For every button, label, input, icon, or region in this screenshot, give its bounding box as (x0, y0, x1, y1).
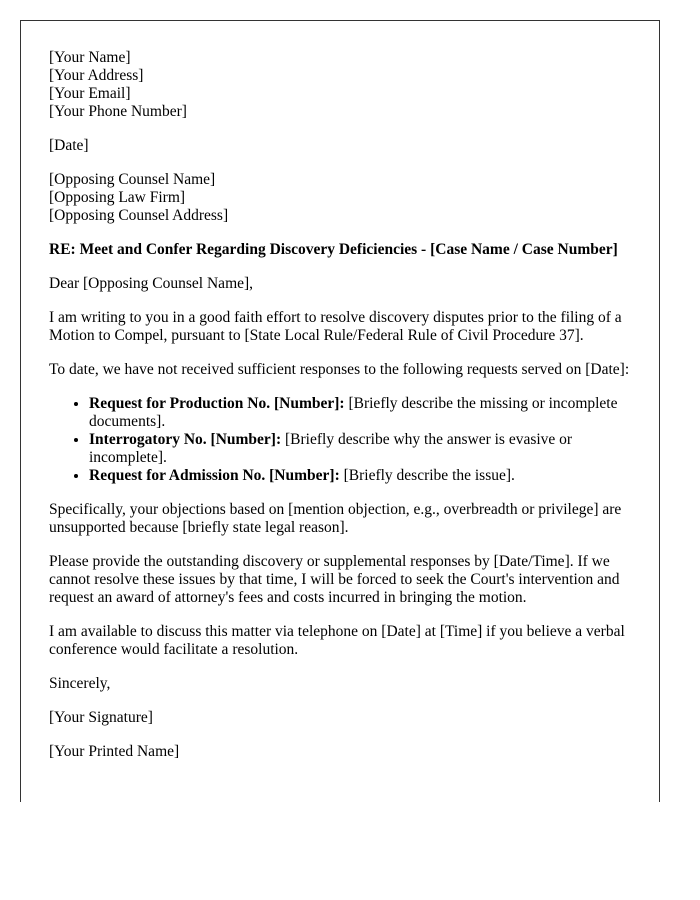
subject-line: RE: Meet and Confer Regarding Discovery Deficiencies - [Case Name / Case Number] (49, 241, 618, 258)
list-item (89, 467, 634, 485)
printed-name-line: [Your Printed Name] (49, 743, 180, 760)
request-label: Interrogatory No. [Number]: (89, 431, 282, 448)
intro-paragraph: I am writing to you in a good faith effort to resolve discovery disputes prior to the filing of a Motion to Compel, pursuant to [State Local Rule/Federal Rule of Civil Procedure 37]. (49, 309, 622, 344)
recipient-name: [Opposing Counsel Name] (49, 171, 216, 188)
sender-block (49, 49, 634, 121)
letter-date: [Date] (49, 137, 89, 154)
list-item (89, 395, 634, 431)
sender-phone: [Your Phone Number] (49, 103, 187, 120)
sender-name: [Your Name] (49, 49, 131, 66)
sender-address: [Your Address] (49, 67, 144, 84)
salutation: Dear [Opposing Counsel Name], (49, 275, 254, 292)
requests-list (49, 395, 634, 485)
signature-line: [Your Signature] (49, 709, 153, 726)
request-description: [Briefly describe why the answer is evasive or incomplete]. (89, 431, 573, 466)
request-description: [Briefly describe the missing or incomplete documents]. (89, 395, 618, 430)
letter-content (49, 49, 634, 777)
objections-paragraph: Specifically, your objections based on [mention objection, e.g., overbreadth or privilege] are unsupported because [briefly state legal reason]. (49, 501, 622, 536)
list-item (89, 431, 634, 467)
availability-paragraph: I am available to discuss this matter via telephone on [Date] at [Time] if you believe a verbal conference would facilitate a resolution. (49, 623, 625, 658)
to-date-paragraph: To date, we have not received sufficient responses to the following requests served on [Date]: (49, 361, 630, 378)
recipient-address: [Opposing Counsel Address] (49, 207, 229, 224)
request-label: Request for Admission No. [Number]: (89, 467, 340, 484)
sender-email: [Your Email] (49, 85, 131, 102)
date-block (49, 137, 634, 155)
recipient-firm: [Opposing Law Firm] (49, 189, 186, 206)
valediction: Sincerely, (49, 675, 111, 692)
request-label: Request for Production No. [Number]: (89, 395, 345, 412)
deadline-paragraph: Please provide the outstanding discovery or supplemental responses by [Date/Time]. If we cannot resolve these issues by that time, I will be forced to seek the Court's intervention and request an award of attorney's fees and costs incurred in bringing the motion. (49, 553, 620, 606)
letter-page (20, 20, 660, 802)
request-description: [Briefly describe the issue]. (339, 467, 515, 484)
recipient-block (49, 171, 634, 225)
